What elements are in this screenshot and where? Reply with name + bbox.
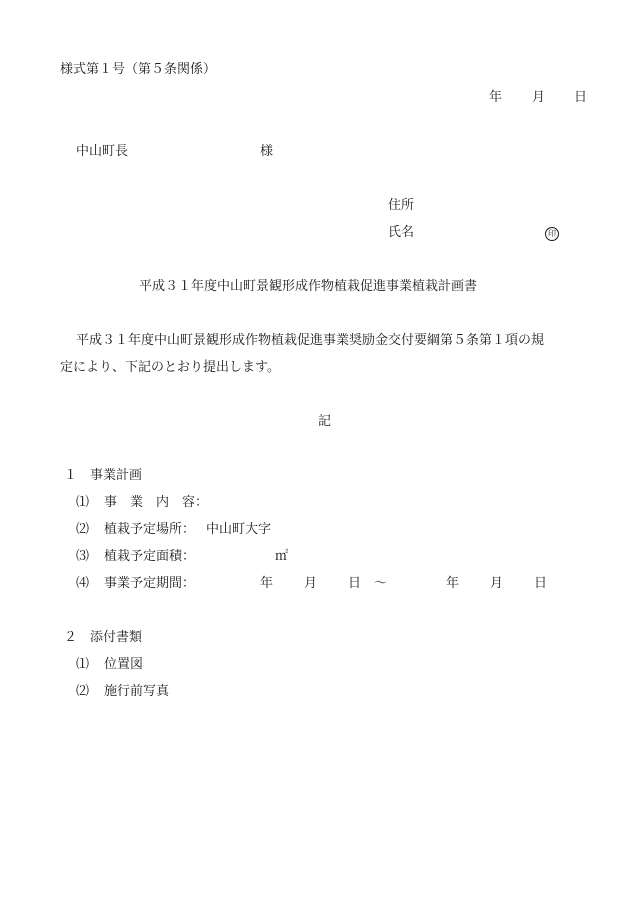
form-number: 様式第１号（第５条関係）	[60, 62, 217, 77]
item4-start-year: 年	[260, 576, 274, 591]
seal-mark	[545, 225, 559, 241]
item3-number: ⑶	[76, 549, 90, 564]
addressee-name: 中山町長	[76, 144, 129, 159]
date-year-label: 年	[489, 90, 503, 105]
section2-heading: ２ 添付書類	[64, 630, 143, 645]
item4-start-month: 月	[304, 576, 318, 591]
item4-label: 事業予定期間：	[104, 576, 196, 591]
date-day-label: 日	[574, 90, 588, 105]
attachment1-label: 位置図	[104, 657, 144, 672]
item3-unit: ㎡	[275, 549, 289, 564]
item4-tilde: ～	[374, 576, 388, 591]
attachment2-label: 施行前写真	[104, 684, 170, 699]
ki-heading: 記	[318, 414, 332, 429]
date-month-label: 月	[532, 90, 546, 105]
document-title: 平成３１年度中山町景観形成作物植栽促進事業植栽計画書	[139, 279, 478, 294]
section1-heading: １ 事業計画	[64, 468, 143, 483]
item1-number: ⑴	[76, 495, 90, 510]
attachment2-number: ⑵	[76, 684, 90, 699]
address-label: 住所	[388, 198, 415, 213]
item1-label: 事 業 内 容：	[104, 495, 209, 510]
item4-start-day: 日	[348, 576, 362, 591]
attachment1-number: ⑴	[76, 657, 90, 672]
item4-end-day: 日	[534, 576, 548, 591]
body-text-line2: 定により、下記のとおり提出します。	[60, 360, 280, 375]
body-text-line1: 平成３１年度中山町景観形成作物植栽促進事業奨励金交付要綱第５条第１項の規	[76, 333, 545, 348]
seal-icon: 印	[545, 227, 559, 241]
item2-number: ⑵	[76, 522, 90, 537]
item3-label: 植栽予定面積：	[104, 549, 196, 564]
addressee-honorific: 様	[260, 144, 274, 159]
item2-label: 植栽予定場所：	[104, 522, 196, 537]
item2-value: 中山町大字	[206, 522, 272, 537]
item4-number: ⑷	[76, 576, 90, 591]
name-label: 氏名	[388, 225, 415, 240]
item4-end-year: 年	[446, 576, 460, 591]
item4-end-month: 月	[490, 576, 504, 591]
